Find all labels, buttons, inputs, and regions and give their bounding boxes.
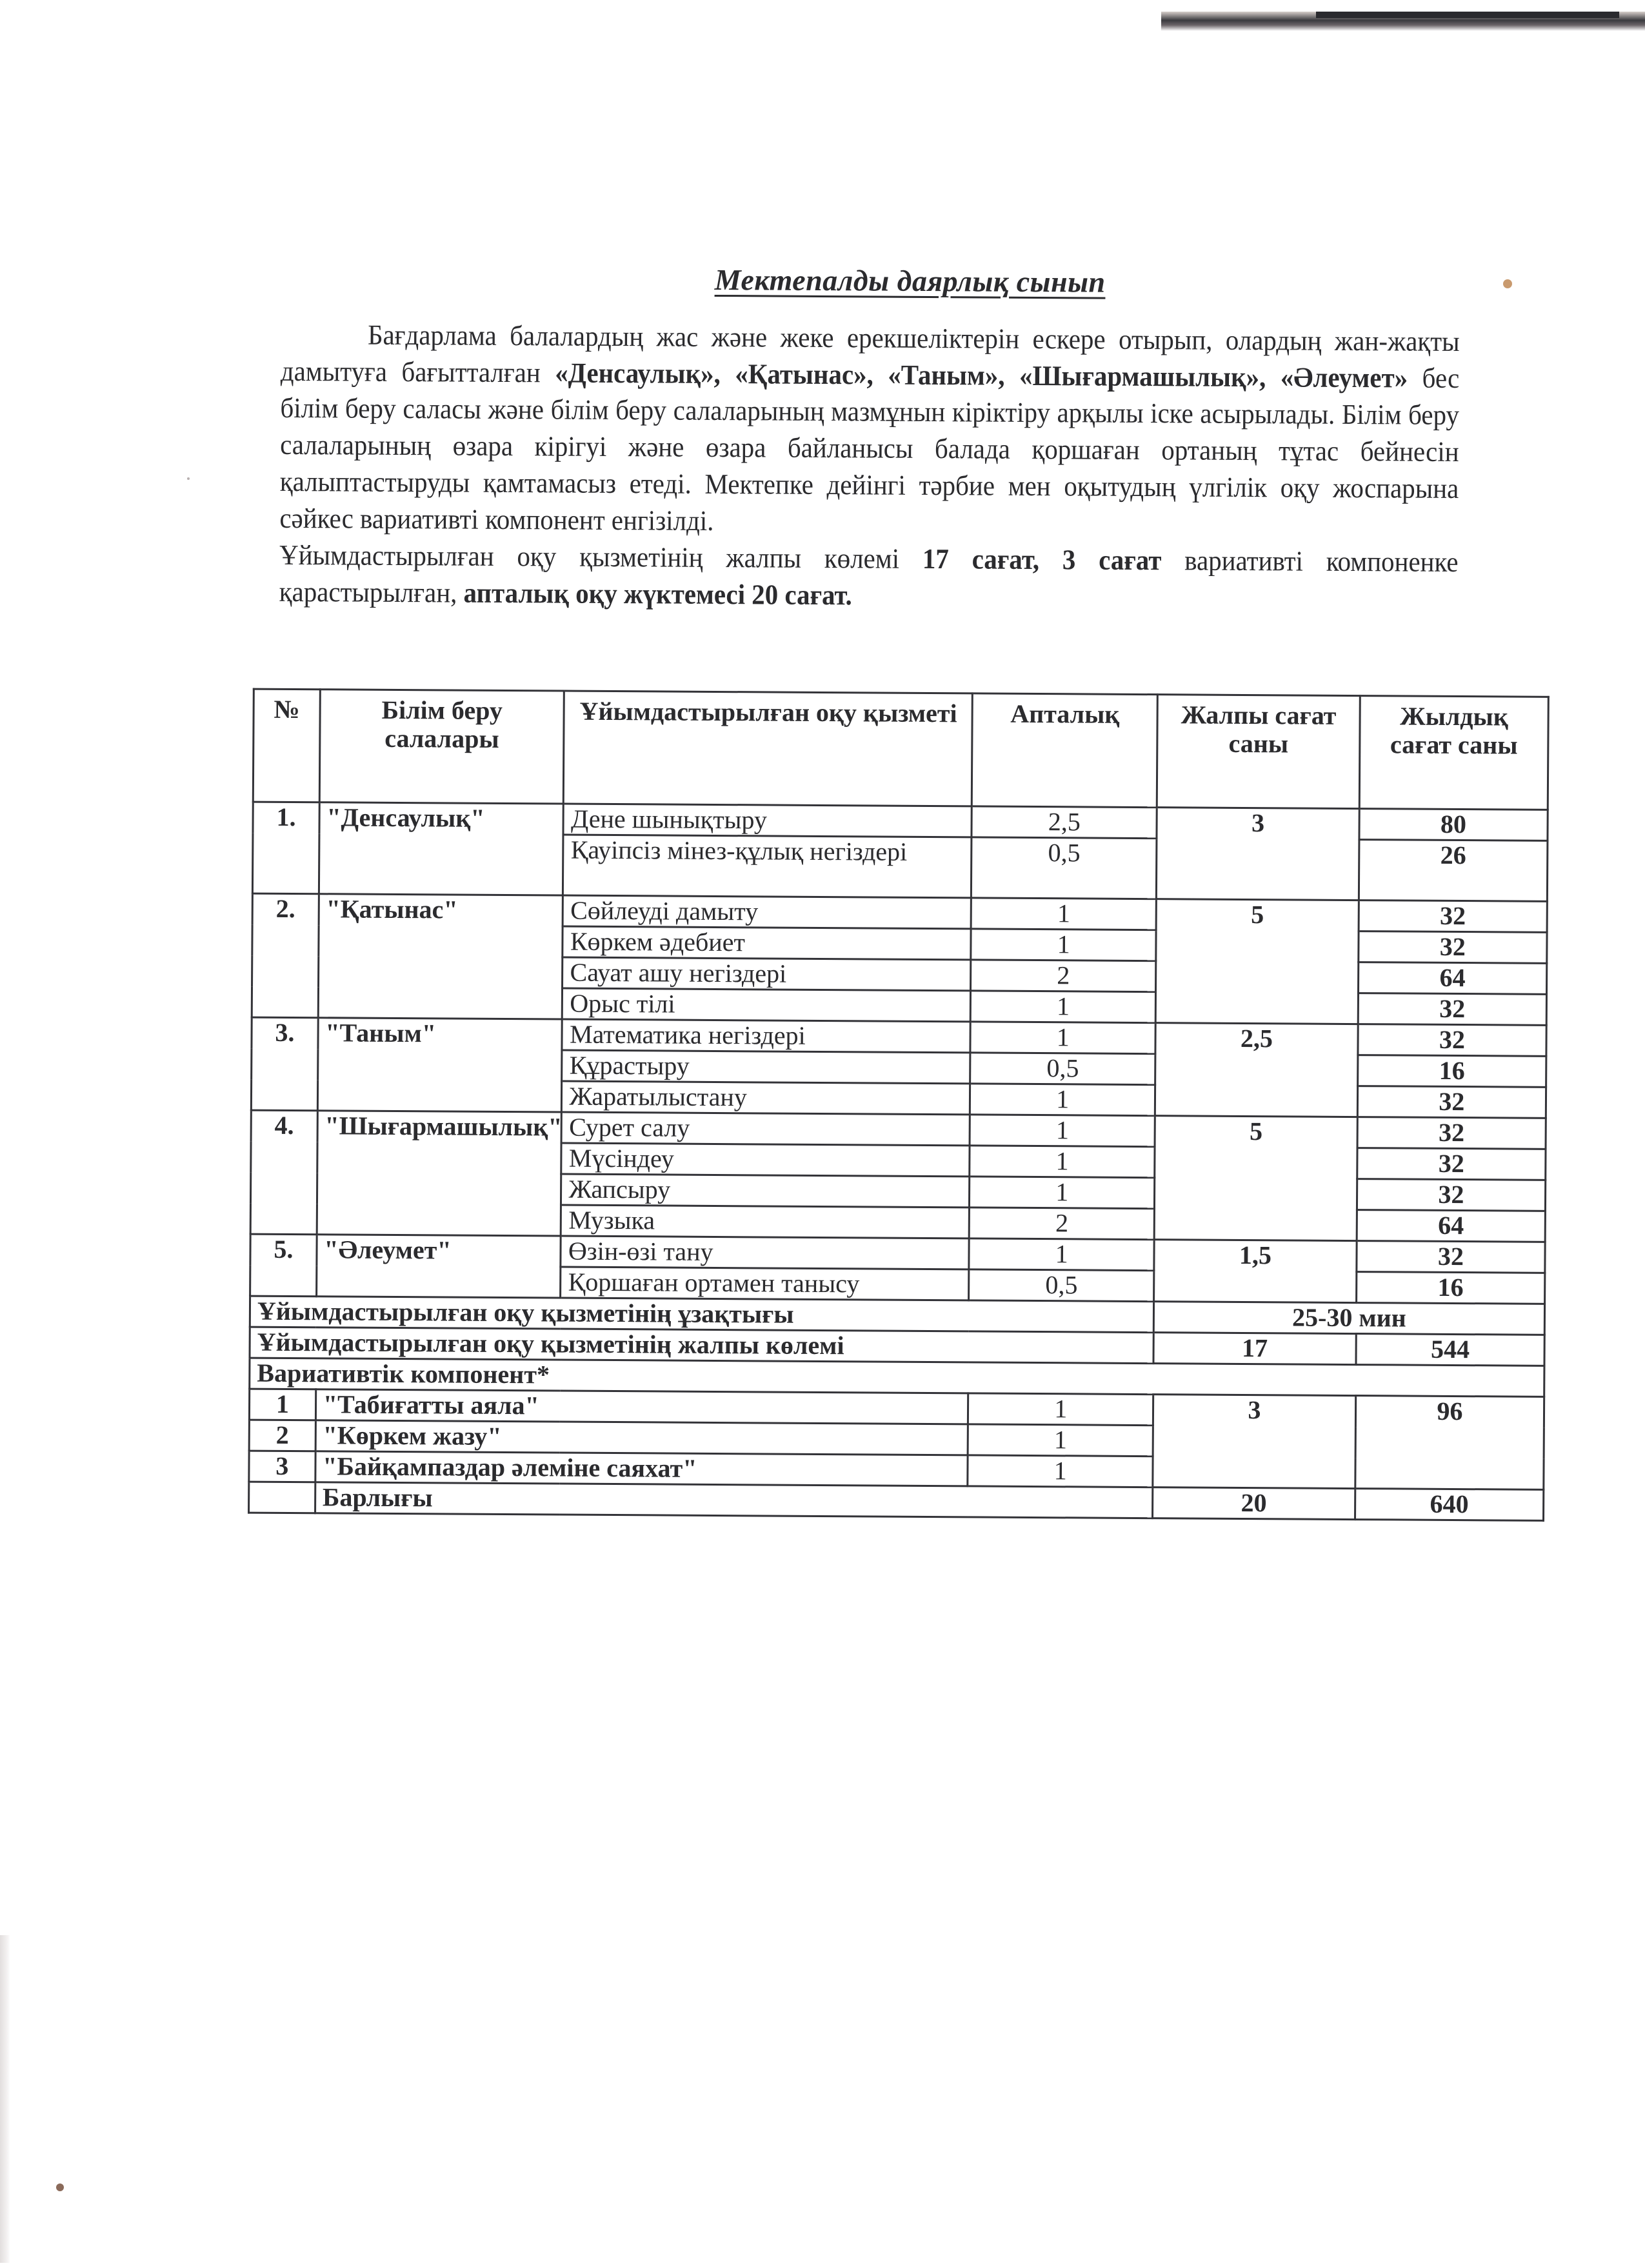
weekly-hours: 0,5 — [970, 1053, 1155, 1085]
yearly-hours: 32 — [1359, 900, 1547, 933]
yearly-hours: 32 — [1357, 1086, 1546, 1119]
area-number: 2. — [252, 893, 319, 1018]
weekly-hours: 1 — [971, 898, 1156, 930]
duration-value: 25-30 мин — [1153, 1302, 1544, 1335]
header-weekly: Апталық — [972, 693, 1158, 808]
document-title: Мектепалды даярлық сынып — [714, 263, 1106, 299]
area-total-hours: 5 — [1155, 899, 1359, 1024]
area-number: 4. — [250, 1110, 317, 1235]
area-number: 1. — [252, 802, 319, 894]
grand-total-label: Барлығы — [315, 1482, 1153, 1518]
yearly-hours: 26 — [1359, 840, 1548, 902]
yearly-hours: 32 — [1358, 1024, 1546, 1057]
area-total-hours: 1,5 — [1154, 1240, 1357, 1303]
activity-name: Көркем әдебиет — [563, 926, 971, 960]
variative-name: "Көркем жазу" — [315, 1420, 968, 1455]
total-volume-weekly: 17 — [1153, 1333, 1356, 1365]
total-volume-label: Ұйымдастырылған оқу қызметінің жалпы көлемі — [250, 1327, 1153, 1364]
activity-name: Жаратылыстану — [562, 1081, 970, 1115]
yearly-hours: 16 — [1356, 1272, 1544, 1304]
total-volume-yearly: 544 — [1356, 1334, 1544, 1366]
duration-label: Ұйымдастырылған оқу қызметінің ұзақтығы — [250, 1296, 1153, 1333]
yearly-hours: 32 — [1359, 931, 1547, 964]
weekly-hours: 1 — [970, 1084, 1155, 1116]
yearly-hours: 16 — [1357, 1055, 1546, 1088]
weekly-hours: 1 — [970, 1177, 1155, 1209]
weekly-hours: 2 — [970, 1208, 1155, 1240]
yearly-hours: 64 — [1357, 1210, 1545, 1242]
weekly-hours: 1 — [969, 1238, 1154, 1271]
weekly-hours: 2,5 — [972, 806, 1157, 839]
header-area: Білім беру салалары — [319, 690, 564, 804]
variative-total-hours: 3 — [1153, 1395, 1356, 1489]
area-total-hours: 5 — [1154, 1116, 1357, 1241]
weekly-hours: 0,5 — [972, 837, 1157, 899]
grand-total-yearly: 640 — [1355, 1489, 1543, 1521]
variative-weekly: 1 — [968, 1424, 1153, 1457]
intro-bold-text: 17 сағат, 3 сағат — [922, 542, 1162, 577]
activity-name: Қоршаған ортамен танысу — [561, 1267, 969, 1300]
activity-name: Сөйлеуді дамыту — [563, 895, 972, 929]
yearly-hours: 80 — [1359, 809, 1548, 841]
area-name: "Қатынас" — [318, 894, 563, 1019]
weekly-hours: 1 — [971, 929, 1156, 961]
yearly-hours: 32 — [1357, 1117, 1546, 1149]
header-num: № — [253, 689, 320, 802]
intro-paragraph-1 — [279, 316, 1460, 544]
activity-name: Орыс тілі — [563, 988, 971, 1022]
intro-paragraph-2 — [279, 537, 1459, 617]
area-total-hours: 3 — [1156, 808, 1359, 900]
variative-weekly: 1 — [968, 1455, 1153, 1487]
intro-text — [279, 316, 1460, 617]
weekly-hours: 2 — [971, 960, 1156, 992]
weekly-hours: 1 — [970, 1146, 1155, 1178]
activity-name: Қауіпсіз мінез-құлық негіздері — [563, 835, 972, 898]
table-header-row — [253, 689, 1548, 810]
variative-weekly: 1 — [968, 1393, 1153, 1426]
variative-number: 3 — [249, 1451, 315, 1482]
activity-name: Сурет салу — [562, 1112, 970, 1146]
activity-name: Мүсіндеу — [561, 1143, 970, 1177]
area-total-hours: 2,5 — [1155, 1023, 1358, 1117]
yearly-hours: 32 — [1357, 1148, 1546, 1180]
activity-name: Дене шынықтыру — [563, 804, 972, 837]
intro-text-run: Ұйымдастырылған оқу қызметінің жалпы көлемі — [279, 539, 923, 575]
area-number: 3. — [251, 1017, 318, 1111]
activity-name: Жапсыру — [561, 1174, 970, 1208]
weekly-hours: 1 — [970, 1022, 1155, 1054]
area-name: "Әлеумет" — [316, 1235, 561, 1298]
activity-name: Математика негіздері — [562, 1019, 970, 1053]
area-number: 5. — [250, 1234, 317, 1297]
intro-text-run: вариативті компоненке қарастырылған, — [279, 544, 1459, 609]
yearly-hours: 32 — [1357, 1179, 1545, 1211]
header-activity: Ұйымдастырылған оқу қызметі — [564, 691, 973, 806]
area-name: "Шығармашылық" — [317, 1111, 562, 1236]
variative-number: 2 — [249, 1420, 315, 1451]
weekly-hours: 1 — [971, 991, 1156, 1023]
intro-bold-text: апталық оқу жүктемесі 20 сағат. — [463, 577, 852, 612]
variative-number: 1 — [249, 1389, 315, 1420]
header-total-hours: Жалпы сағат саны — [1157, 695, 1360, 809]
intro-text-run: бес білім беру саласы және білім беру салаларының мазмұнын кіріктіру арқылы іске асырылады. Білім беру салаларының өзара кірігуі және өзара байланысы балада қоршаған ортаның тұтас бейнесін қалыптастыруды қамтамасыз етеді. Мектепке дейінгі тәрбие мен оқытудың үлгілік оқу жоспарына сәйкес вариативті компонент енгізілді. — [279, 362, 1460, 537]
activity-name: Құрастыру — [562, 1050, 970, 1084]
activity-name: Сауат ашу негіздері — [563, 957, 971, 991]
area-name: "Денсаулық" — [319, 802, 564, 895]
activity-name: Өзін-өзі тану — [561, 1236, 969, 1269]
variative-yearly-hours: 96 — [1355, 1396, 1544, 1490]
grand-total-num-cell — [249, 1482, 315, 1513]
variative-name: "Байқампаздар әлеміне саяхат" — [315, 1451, 968, 1486]
activity-name: Музыка — [561, 1205, 970, 1238]
grand-total-weekly: 20 — [1153, 1487, 1355, 1520]
intro-bold-text: «Денсаулық», «Қатынас», «Таным», «Шығармашылық», «Әлеумет» — [555, 357, 1408, 394]
curriculum-table — [248, 688, 1550, 1522]
intro-text-run: Бағдарлама балалардың жас және жеке ерекшеліктерін ескере отырып, олардың жан-жақты дамытуға бағытталған — [280, 319, 1460, 389]
area-name: "Таным" — [317, 1018, 563, 1112]
header-yearly-hours: Жылдық сағат саны — [1359, 696, 1548, 810]
yearly-hours: 32 — [1357, 1241, 1545, 1273]
weekly-hours: 0,5 — [969, 1269, 1154, 1302]
weekly-hours: 1 — [970, 1115, 1155, 1147]
variative-label: Вариативтік компонент* — [250, 1358, 1544, 1397]
yearly-hours: 64 — [1358, 962, 1546, 995]
yearly-hours: 32 — [1358, 993, 1546, 1026]
variative-name: "Табиғатты аяла" — [315, 1389, 968, 1424]
